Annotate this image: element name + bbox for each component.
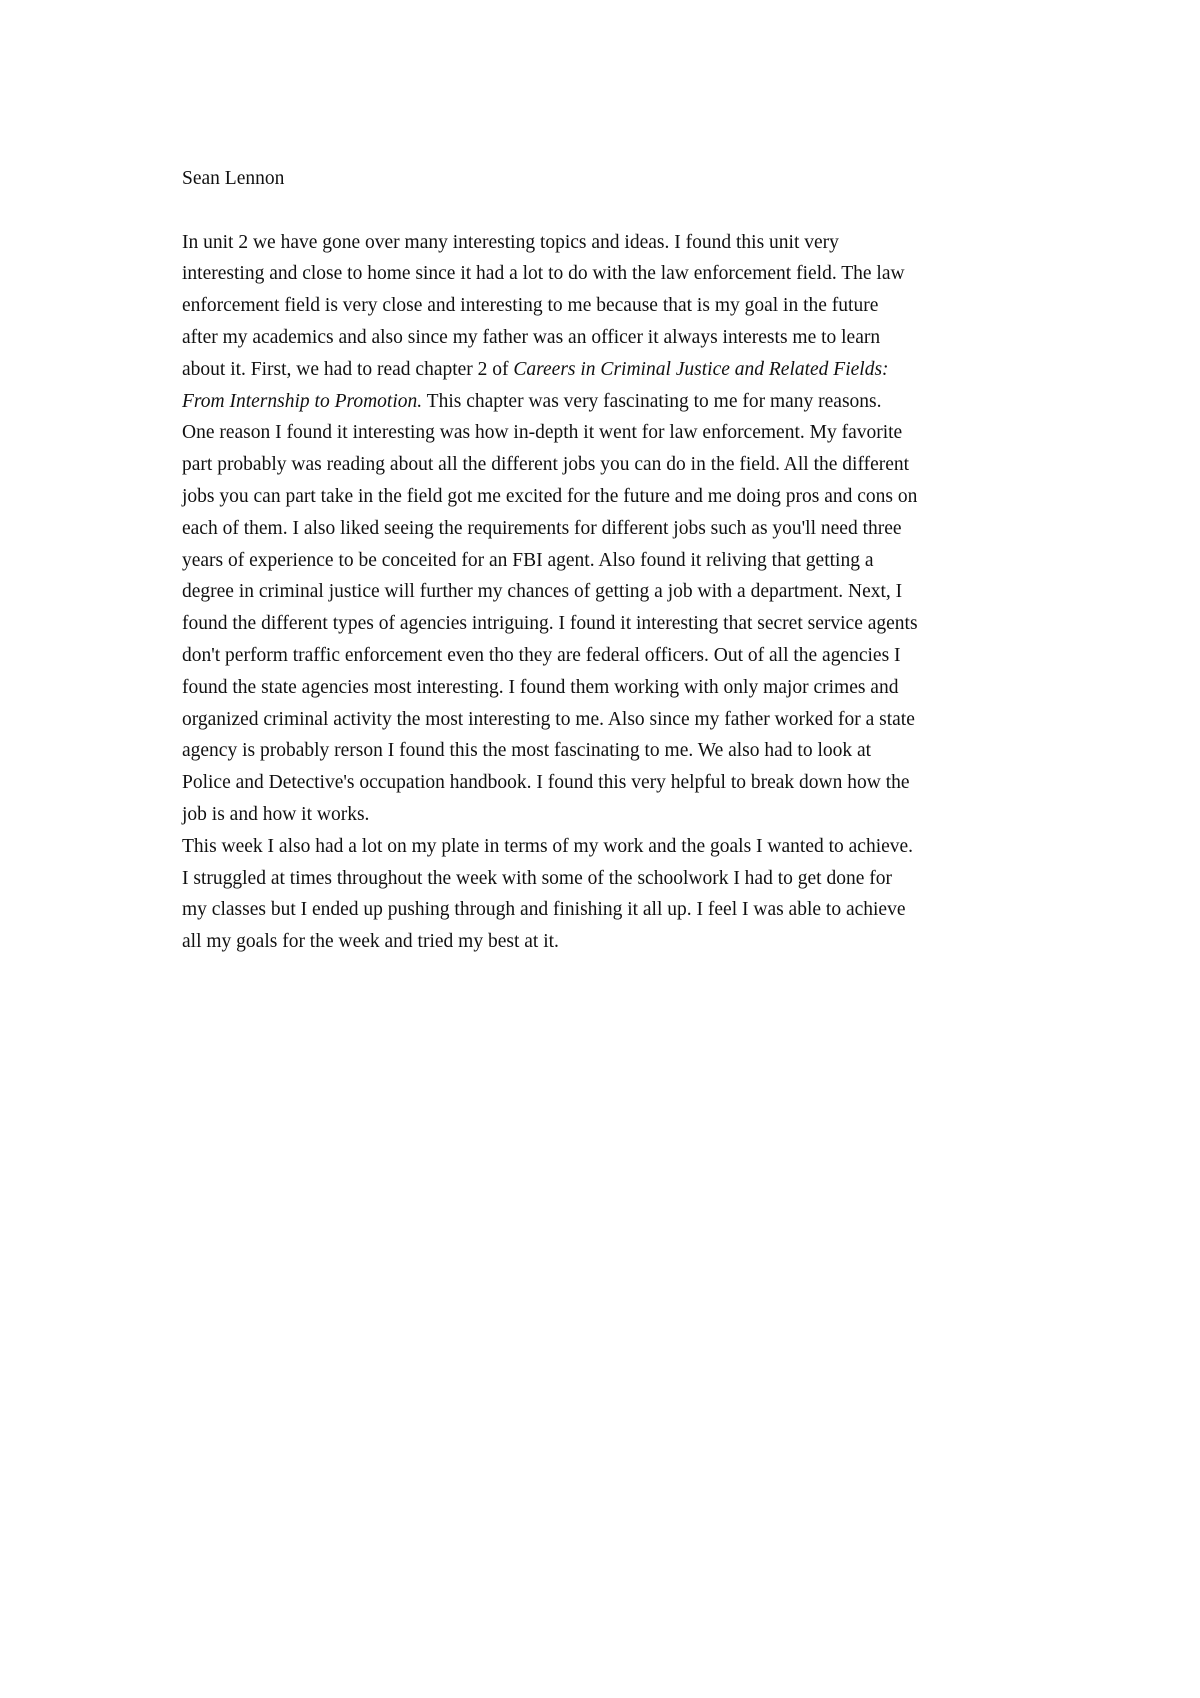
text-line: degree in criminal justice will further my chances of getting a job with a department. Next, I <box>182 581 903 603</box>
paragraph-weekly-goals <box>182 831 1042 958</box>
text-line: agency is probably rerson I found this the most fascinating to me. We also had to look at <box>182 740 872 762</box>
text-line: Police and Detective's occupation handbook. I found this very helpful to break down how the <box>182 772 910 794</box>
text-line: all my goals for the week and tried my best at it. <box>182 931 559 953</box>
text-line: each of them. I also liked seeing the requirements for different jobs such as you'll need three <box>182 517 902 539</box>
author-name: Sean Lennon <box>182 168 285 189</box>
text-line: jobs you can part take in the field got me excited for the future and me doing pros and cons on <box>182 485 918 507</box>
text-line: after my academics and also since my father was an officer it always interests me to learn <box>182 326 881 348</box>
text-line: This week I also had a lot on my plate in terms of my work and the goals I wanted to achieve. <box>182 835 914 857</box>
text-line: job is and how it works. <box>182 803 370 825</box>
text-line: organized criminal activity the most interesting to me. Also since my father worked for a state <box>182 708 915 730</box>
text-line <box>182 354 1042 386</box>
text-line: my classes but I ended up pushing through and finishing it all up. I feel I was able to achieve <box>182 899 906 921</box>
document-body <box>182 163 1042 958</box>
text-line: I struggled at times throughout the week with some of the schoolwork I had to get done for <box>182 867 892 889</box>
text-line: found the different types of agencies intriguing. I found it interesting that secret service agents <box>182 613 918 635</box>
text-line: interesting and close to home since it had a lot to do with the law enforcement field. The law <box>182 263 905 285</box>
text-line: part probably was reading about all the different jobs you can do in the field. All the different <box>182 454 910 476</box>
book-title: Careers in Criminal Justice and Related Fields: <box>513 358 889 380</box>
text-line: One reason I found it interesting was how in-depth it went for law enforcement. My favorite <box>182 422 903 444</box>
text-line: found the state agencies most interesting. I found them working with only major crimes and <box>182 676 899 698</box>
text-line: In unit 2 we have gone over many interesting topics and ideas. I found this unit very <box>182 231 839 253</box>
paragraph-unit-reflection <box>182 227 1042 831</box>
book-title-continued: From Internship to Promotion. <box>182 390 423 412</box>
text-line: don't perform traffic enforcement even tho they are federal officers. Out of all the agencies I <box>182 644 901 666</box>
text-segment: about it. First, we had to read chapter 2 of <box>182 358 514 380</box>
text-line: years of experience to be conceited for an FBI agent. Also found it reliving that getting a <box>182 549 874 571</box>
text-line: enforcement field is very close and interesting to me because that is my goal in the future <box>182 295 879 317</box>
text-line <box>182 386 1042 418</box>
text-segment: This chapter was very fascinating to me for many reasons. <box>422 390 882 412</box>
